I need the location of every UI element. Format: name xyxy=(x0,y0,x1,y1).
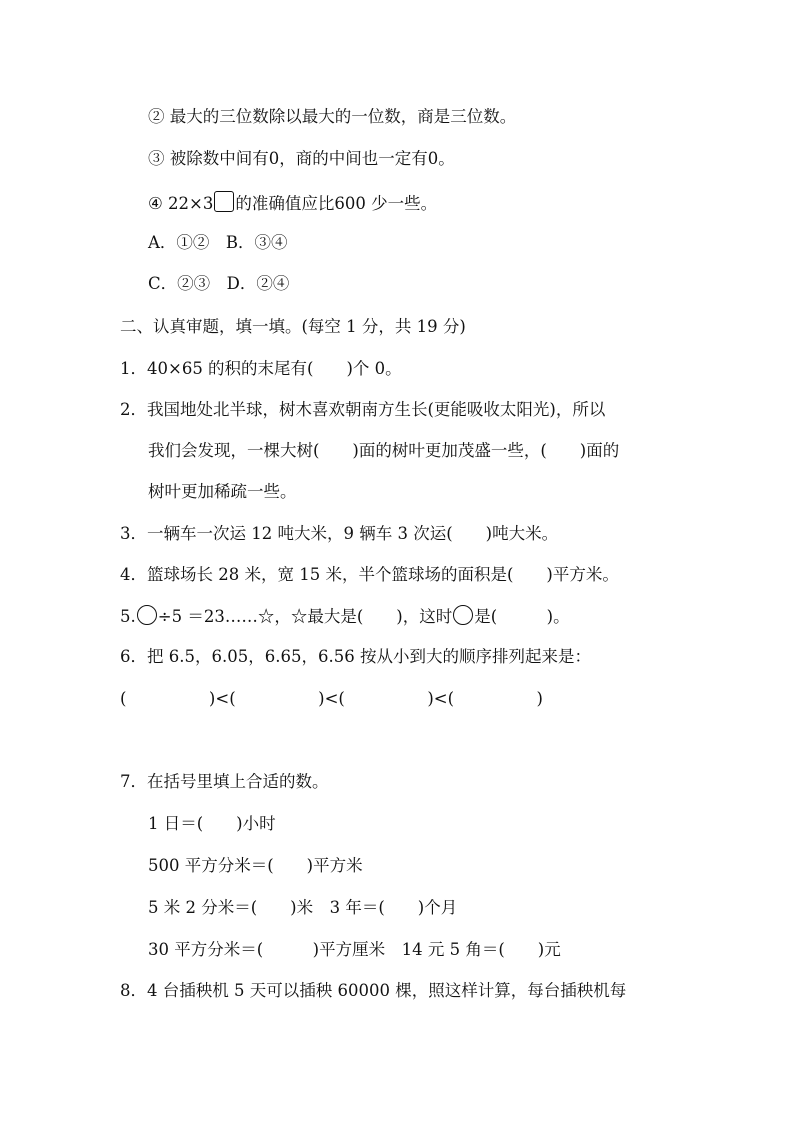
question-5 xyxy=(120,605,570,628)
question-7: 7．在括号里填上合适的数。 xyxy=(120,772,329,791)
question-8: 8．4 台插秧机 5 天可以插秧 60000 棵，照这样计算，每台插秧机每 xyxy=(120,981,627,1000)
question-3: 3．一辆车一次运 12 吨大米，9 辆车 3 次运( )吨大米。 xyxy=(120,524,559,543)
question-6-blanks: ( )<( )<( )<( ) xyxy=(120,689,543,708)
question-7-c: 5 米 2 分米＝( )米 3 年＝( )个月 xyxy=(148,898,458,917)
option-item-3: ③ 被除数中间有0，商的中间也一定有0。 xyxy=(148,149,455,168)
question-7-a: 1 日＝( )小时 xyxy=(148,814,276,833)
question-4: 4．篮球场长 28 米，宽 15 米，半个篮球场的面积是( )平方米。 xyxy=(120,565,619,584)
choice-c-d: C．②③ D．②④ xyxy=(148,274,290,293)
question-2-line-3: 树叶更加稀疏一些。 xyxy=(148,482,297,501)
section-heading: 二、认真审题，填一填。(每空 1 分，共 19 分) xyxy=(120,317,466,336)
option-item-2: ② 最大的三位数除以最大的一位数，商是三位数。 xyxy=(148,107,517,126)
option-item-4-prefix: ④ 22×3 xyxy=(148,194,214,213)
question-7-d: 30 平方分米＝( )平方厘米 14 元 5 角＝( )元 xyxy=(148,940,561,959)
choice-a-b: A．①② B．③④ xyxy=(148,233,288,252)
question-1: 1．40×65 的积的末尾有( )个 0。 xyxy=(120,359,402,378)
option-item-4 xyxy=(148,191,437,215)
question-2-line-1: 2．我国地处北半球，树木喜欢朝南方生长(更能吸收太阳光)，所以 xyxy=(120,400,606,419)
question-5-number: 5. xyxy=(120,607,136,626)
blank-square-icon xyxy=(214,191,234,212)
question-5-end: 是( )。 xyxy=(474,607,570,626)
question-6: 6．把 6.5，6.05，6.65，6.56 按从小到大的顺序排列起来是： xyxy=(120,647,591,666)
question-5-middle: ÷5 ＝23……☆，☆最大是( )，这时 xyxy=(157,607,453,626)
question-7-b: 500 平方分米＝( )平方米 xyxy=(148,856,363,875)
option-item-4-suffix: 的准确值应比600 少一些。 xyxy=(235,194,438,213)
blank-circle-icon xyxy=(137,605,157,625)
question-2-line-2: 我们会发现，一棵大树( )面的树叶更加茂盛一些，( )面的 xyxy=(148,441,620,460)
blank-circle-icon xyxy=(453,605,473,625)
